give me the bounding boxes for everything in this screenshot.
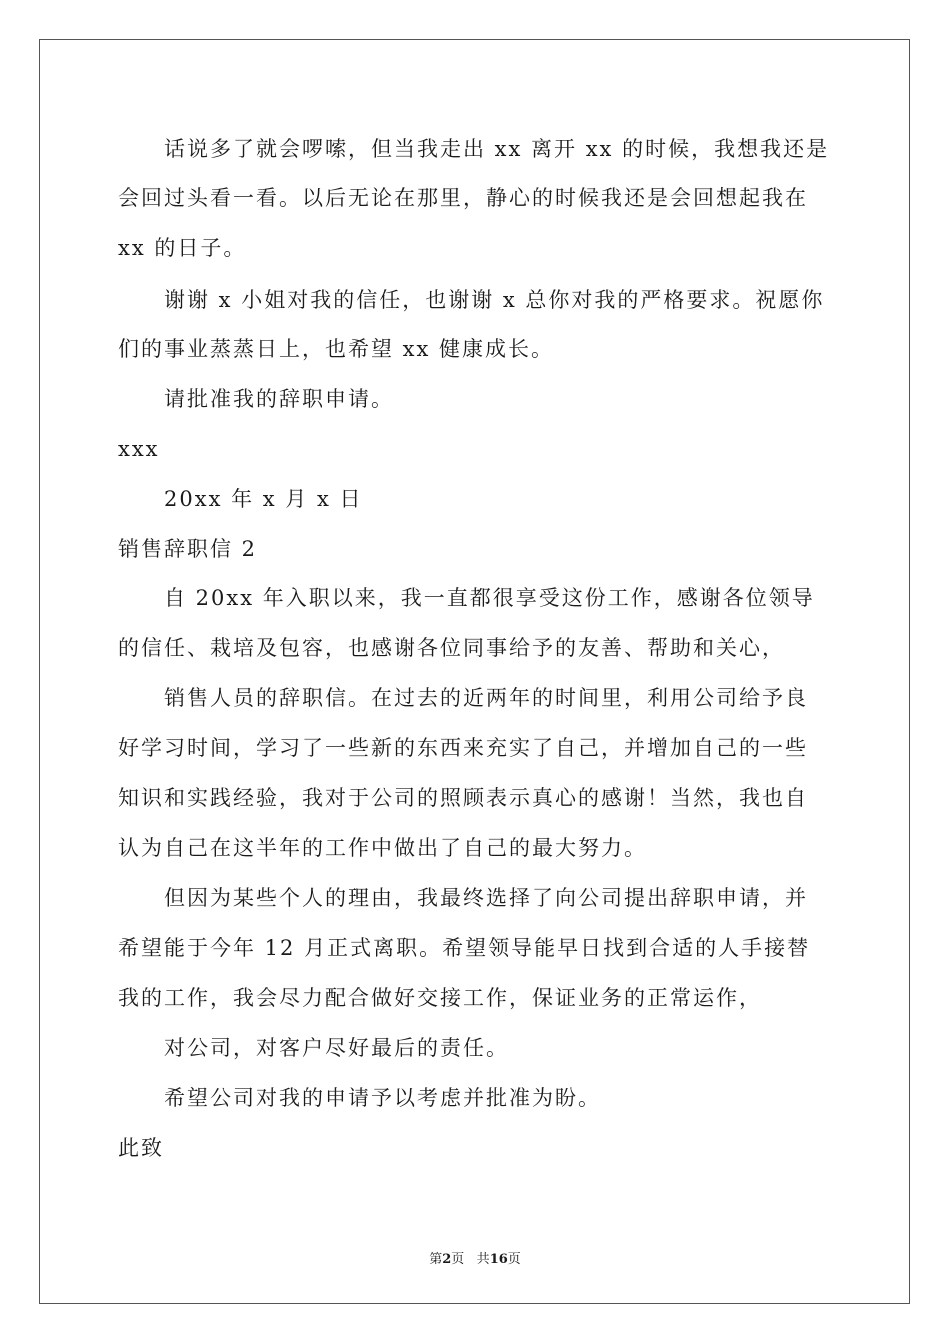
page-border — [39, 39, 910, 1304]
footer-total-pages: 16 — [489, 1252, 508, 1267]
text-line: 希望公司对我的申请予以考虑并批准为盼。 — [118, 1086, 601, 1110]
page-footer — [0, 1248, 950, 1267]
section-heading: 销售辞职信 2 — [118, 537, 258, 561]
text-line: 知识和实践经验，我对于公司的照顾表示真心的感谢！当然，我也自 — [118, 786, 808, 810]
text-line: 我的工作，我会尽力配合做好交接工作，保证业务的正常运作， — [118, 986, 762, 1010]
text-line: 话说多了就会啰嗦，但当我走出 xx 离开 xx 的时候，我想我还是 — [118, 137, 830, 161]
text-line: 销售人员的辞职信。在过去的近两年的时间里，利用公司给予良 — [118, 686, 808, 710]
footer-page-prefix: 第 — [429, 1252, 443, 1267]
text-line: 对公司，对客户尽好最后的责任。 — [118, 1036, 509, 1060]
text-line: 的信任、栽培及包容，也感谢各位同事给予的友善、帮助和关心， — [118, 636, 785, 660]
text-line: 自 20xx 年入职以来，我一直都很享受这份工作，感谢各位领导 — [118, 586, 815, 610]
footer-page-suffix: 页 — [451, 1252, 465, 1267]
text-line: 此致 — [118, 1136, 164, 1160]
text-line: 们的事业蒸蒸日上，也希望 xx 健康成长。 — [118, 337, 555, 361]
footer-total-suffix: 页 — [507, 1252, 521, 1267]
text-line: 但因为某些个人的理由，我最终选择了向公司提出辞职申请，并 — [118, 886, 808, 910]
text-line: 希望能于今年 12 月正式离职。希望领导能早日找到合适的人手接替 — [118, 936, 811, 960]
text-line: xx 的日子。 — [118, 236, 247, 260]
footer-page-number: 2 — [442, 1252, 452, 1267]
text-line: xxx — [118, 437, 160, 461]
text-line: 20xx 年 x 月 x 日 — [118, 487, 363, 511]
text-line: 会回过头看一看。以后无论在那里，静心的时候我还是会回想起我在 — [118, 186, 808, 210]
text-line: 认为自己在这半年的工作中做出了自己的最大努力。 — [118, 836, 647, 860]
text-line: 请批准我的辞职申请。 — [118, 387, 394, 411]
footer-total-prefix: 共 — [476, 1252, 490, 1267]
text-line: 谢谢 x 小姐对我的信任，也谢谢 x 总你对我的严格要求。祝愿你 — [118, 288, 825, 312]
text-line: 好学习时间，学习了一些新的东西来充实了自己，并增加自己的一些 — [118, 736, 808, 760]
